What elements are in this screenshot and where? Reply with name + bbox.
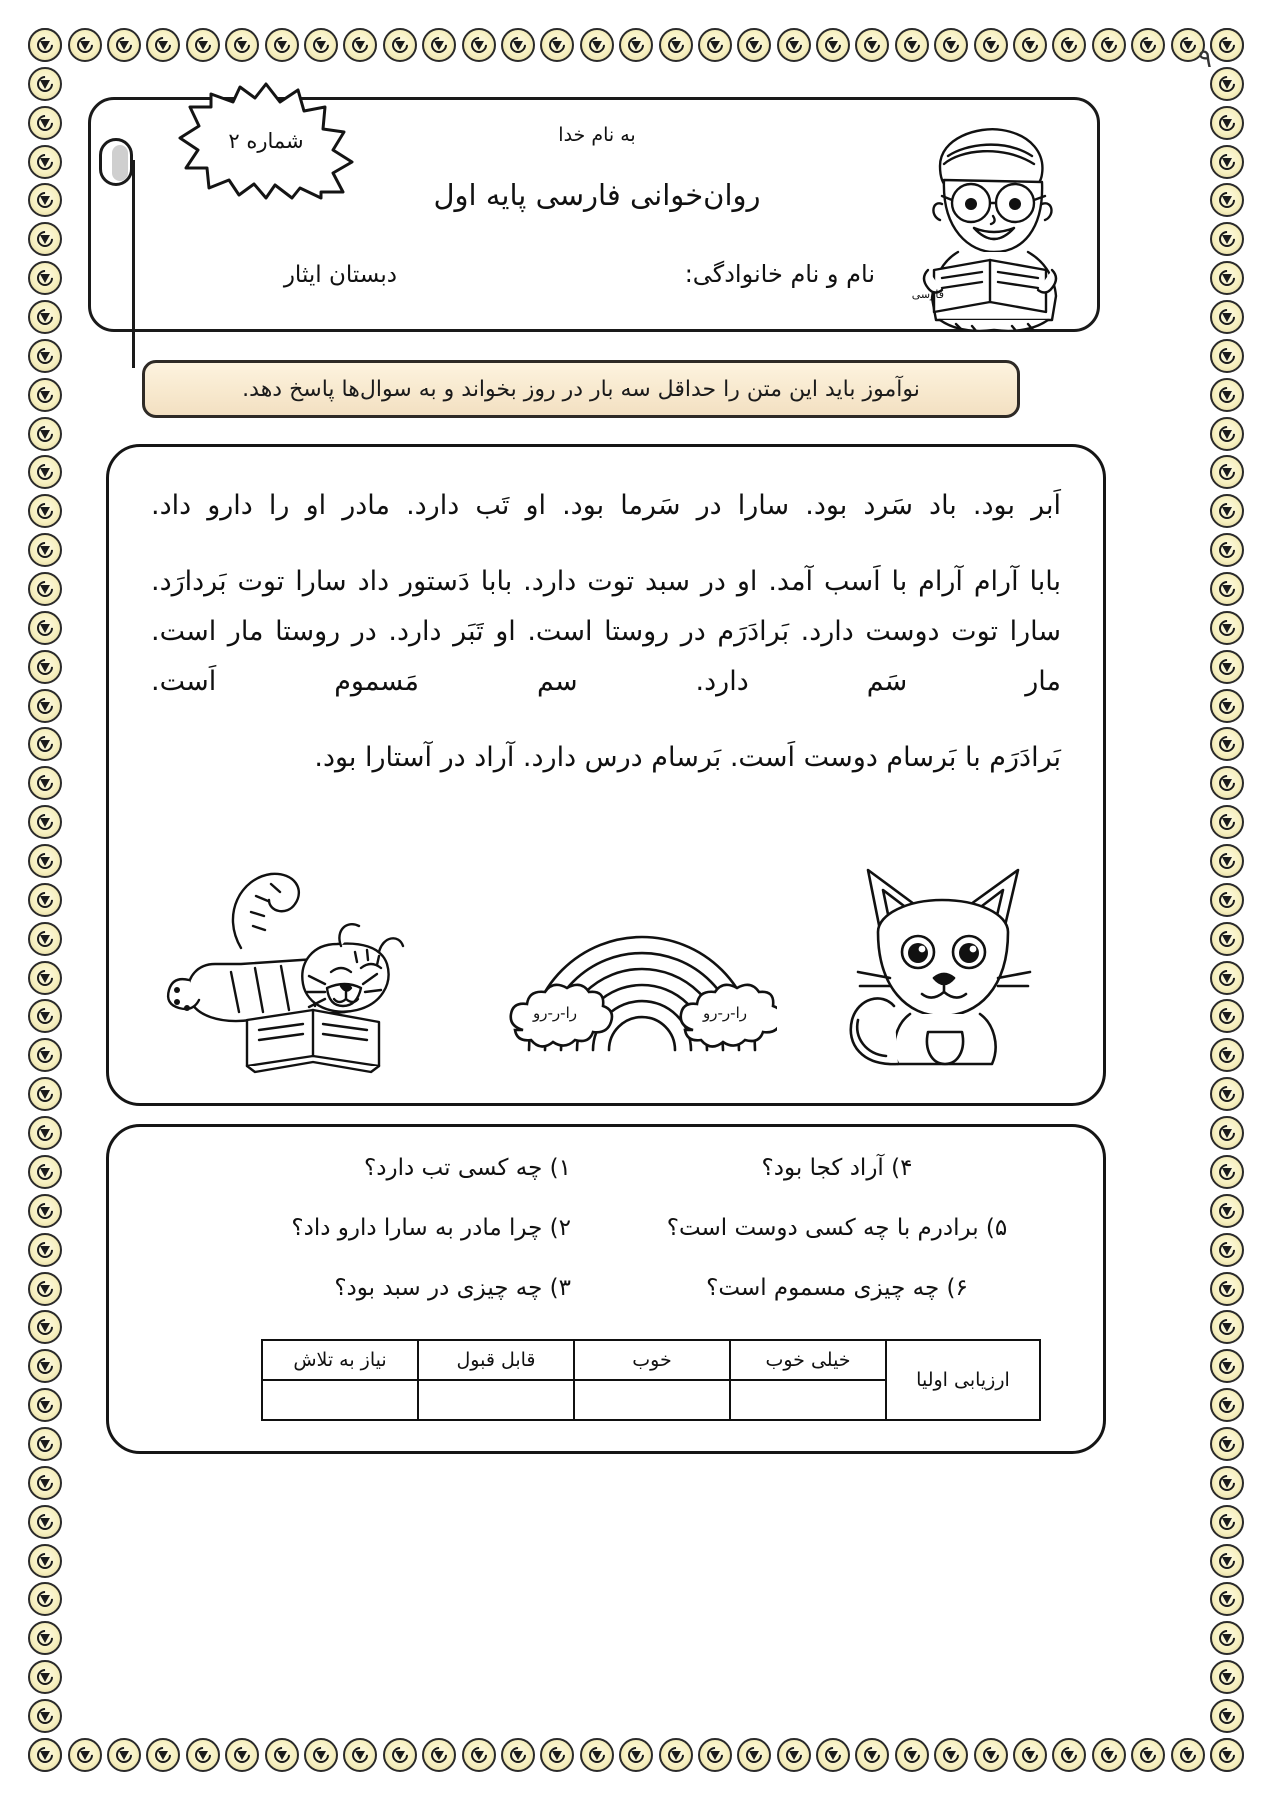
border-bead-clock-icon <box>28 1699 62 1733</box>
border-bead-clock-icon <box>619 1738 653 1772</box>
reading-passage-box <box>106 444 1106 1106</box>
border-bead-clock-icon <box>1131 1738 1165 1772</box>
border-bead-clock-icon <box>1210 1194 1244 1228</box>
border-bead-clock-icon <box>895 1738 929 1772</box>
border-bead-clock-icon <box>816 28 850 62</box>
border-bead-clock-icon <box>28 1116 62 1150</box>
border-bead-clock-icon <box>540 28 574 62</box>
border-bead-clock-icon <box>1210 339 1244 373</box>
border-bead-clock-icon <box>1013 28 1047 62</box>
border-bead-clock-icon <box>1210 145 1244 179</box>
border-bead-clock-icon <box>28 1349 62 1383</box>
border-bead-clock-icon <box>777 1738 811 1772</box>
border-bead-clock-icon <box>1210 1077 1244 1111</box>
border-bead-clock-icon <box>1210 1233 1244 1267</box>
border-bead-clock-icon <box>1210 1505 1244 1539</box>
border-bead-clock-icon <box>1210 766 1244 800</box>
instruction-banner: نوآموز باید این متن را حداقل سه بار در روز بخواند و به سوال‌ها پاسخ دهد. <box>142 360 1020 418</box>
evaluation-mark-cell[interactable] <box>262 1380 418 1420</box>
border-bead-clock-icon <box>1210 572 1244 606</box>
border-bead-clock-icon <box>28 378 62 412</box>
border-bead-clock-icon <box>1210 300 1244 334</box>
boy-reading-illustration <box>882 120 1087 330</box>
border-bead-clock-icon <box>462 28 496 62</box>
border-bead-clock-icon <box>383 1738 417 1772</box>
border-bead-clock-icon <box>855 1738 889 1772</box>
evaluation-level-header: خیلی خوب <box>730 1340 886 1380</box>
border-bead-clock-icon <box>146 28 180 62</box>
border-bead-clock-icon <box>1210 28 1244 62</box>
worksheet-number-label: شماره ۲ <box>228 129 304 153</box>
border-bead-clock-icon <box>1131 28 1165 62</box>
reading-passage <box>151 481 1061 783</box>
border-bead-clock-icon <box>1210 1699 1244 1733</box>
border-bead-clock-icon <box>28 1544 62 1578</box>
border-bead-clock-icon <box>28 650 62 684</box>
border-bead-clock-icon <box>28 611 62 645</box>
border-bead-clock-icon <box>28 1621 62 1655</box>
border-bead-clock-icon <box>28 261 62 295</box>
evaluation-label: ارزیابی اولیا <box>886 1340 1040 1420</box>
border-bead-clock-icon <box>1210 1388 1244 1422</box>
subject-title: روان‌خوانی فارسی پایه اول <box>433 178 761 212</box>
border-bead-clock-icon <box>1210 1310 1244 1344</box>
border-bead-clock-icon <box>225 28 259 62</box>
binder-ring-icon <box>99 138 133 186</box>
border-bead-clock-icon <box>343 1738 377 1772</box>
evaluation-mark-cell[interactable] <box>730 1380 886 1420</box>
border-bead-clock-icon <box>1210 1544 1244 1578</box>
border-bead-clock-icon <box>1210 1116 1244 1150</box>
border-bead-clock-icon <box>68 28 102 62</box>
border-bead-clock-icon <box>28 339 62 373</box>
border-bead-clock-icon <box>28 300 62 334</box>
border-bead-row-top <box>28 28 1244 62</box>
border-bead-clock-icon <box>1210 650 1244 684</box>
border-bead-clock-icon <box>68 1738 102 1772</box>
question-item[interactable]: ۲) چرا مادر به سارا دارو داد؟ <box>291 1215 571 1241</box>
fox-illustration <box>828 860 1063 1089</box>
border-bead-clock-icon <box>28 689 62 723</box>
border-bead-clock-icon <box>28 417 62 451</box>
question-item[interactable]: ۶) چه چیزی مسموم است؟ <box>706 1275 968 1301</box>
border-bead-clock-icon <box>1210 1272 1244 1306</box>
border-bead-clock-icon <box>1013 1738 1047 1772</box>
border-bead-clock-icon <box>28 145 62 179</box>
border-bead-clock-icon <box>895 28 929 62</box>
border-bead-clock-icon <box>1210 805 1244 839</box>
border-bead-clock-icon <box>422 28 456 62</box>
border-bead-clock-icon <box>383 28 417 62</box>
question-item[interactable]: ۱) چه کسی تب دارد؟ <box>364 1155 571 1181</box>
border-bead-clock-icon <box>1210 67 1244 101</box>
border-bead-col-left <box>28 28 62 1772</box>
border-bead-clock-icon <box>1210 1621 1244 1655</box>
border-bead-clock-icon <box>28 1582 62 1616</box>
worksheet-number-badge <box>176 80 356 202</box>
border-bead-clock-icon <box>1210 222 1244 256</box>
border-bead-clock-icon <box>1210 727 1244 761</box>
border-bead-clock-icon <box>28 1738 62 1772</box>
border-bead-clock-icon <box>343 28 377 62</box>
tiger-reading-illustration <box>155 860 455 1089</box>
border-bead-clock-icon <box>1210 183 1244 217</box>
border-bead-clock-icon <box>28 727 62 761</box>
border-bead-clock-icon <box>816 1738 850 1772</box>
border-bead-clock-icon <box>659 28 693 62</box>
border-bead-clock-icon <box>186 1738 220 1772</box>
border-bead-clock-icon <box>501 28 535 62</box>
border-bead-col-right <box>1210 28 1244 1772</box>
border-bead-clock-icon <box>1092 28 1126 62</box>
border-bead-clock-icon <box>107 1738 141 1772</box>
border-bead-clock-icon <box>28 961 62 995</box>
border-bead-clock-icon <box>580 1738 614 1772</box>
parent-evaluation-table <box>261 1339 1041 1421</box>
passage-paragraph: اَبر بود. باد سَرد بود. سارا در سَرما بود. او تَب دارد. مادر او را دارو داد. <box>151 490 1061 521</box>
border-bead-clock-icon <box>1210 494 1244 528</box>
border-bead-clock-icon <box>107 28 141 62</box>
border-bead-clock-icon <box>1210 883 1244 917</box>
evaluation-level-header: نیاز به تلاش <box>262 1340 418 1380</box>
evaluation-level-header: قابل قبول <box>418 1340 574 1380</box>
border-bead-clock-icon <box>580 28 614 62</box>
border-bead-clock-icon <box>422 1738 456 1772</box>
border-bead-clock-icon <box>28 183 62 217</box>
border-bead-clock-icon <box>1210 1038 1244 1072</box>
header-panel <box>88 97 1100 332</box>
border-bead-clock-icon <box>1210 455 1244 489</box>
border-bead-clock-icon <box>225 1738 259 1772</box>
border-bead-clock-icon <box>28 455 62 489</box>
bismillah-text: به نام خدا <box>558 124 636 146</box>
border-bead-clock-icon <box>28 999 62 1033</box>
border-bead-clock-icon <box>974 1738 1008 1772</box>
rainbow-cloud-left-label: را-ر-رو <box>532 1004 577 1022</box>
border-bead-clock-icon <box>186 28 220 62</box>
border-bead-clock-icon <box>28 1155 62 1189</box>
border-bead-clock-icon <box>28 533 62 567</box>
questions-grid <box>149 1155 1063 1301</box>
border-bead-clock-icon <box>619 28 653 62</box>
border-bead-clock-icon <box>28 844 62 878</box>
border-bead-clock-icon <box>28 1038 62 1072</box>
border-bead-clock-icon <box>1210 261 1244 295</box>
border-bead-clock-icon <box>1210 922 1244 956</box>
border-bead-clock-icon <box>28 67 62 101</box>
border-bead-clock-icon <box>1052 1738 1086 1772</box>
border-bead-clock-icon <box>28 883 62 917</box>
evaluation-mark-cell[interactable] <box>574 1380 730 1420</box>
border-bead-row-bottom <box>28 1738 1244 1772</box>
border-bead-clock-icon <box>1210 689 1244 723</box>
border-bead-clock-icon <box>855 28 889 62</box>
question-item[interactable]: ۵) برادرم با چه کسی دوست است؟ <box>666 1215 1008 1241</box>
border-bead-clock-icon <box>1210 106 1244 140</box>
border-bead-clock-icon <box>1210 1582 1244 1616</box>
border-bead-clock-icon <box>1210 999 1244 1033</box>
border-bead-clock-icon <box>28 1233 62 1267</box>
border-bead-clock-icon <box>28 1388 62 1422</box>
border-bead-clock-icon <box>1210 1660 1244 1694</box>
border-bead-clock-icon <box>28 222 62 256</box>
border-bead-clock-icon <box>1210 1466 1244 1500</box>
border-bead-clock-icon <box>28 1660 62 1694</box>
border-bead-clock-icon <box>1210 1427 1244 1461</box>
illustration-strip <box>155 859 1063 1089</box>
border-bead-clock-icon <box>934 28 968 62</box>
border-bead-clock-icon <box>1210 844 1244 878</box>
question-item[interactable]: ۳) چه چیزی در سبد بود؟ <box>334 1275 571 1301</box>
border-bead-clock-icon <box>28 1466 62 1500</box>
border-bead-clock-icon <box>28 805 62 839</box>
passage-paragraph: بابا آرام آرام با اَسب آمد. او در سبد توت دارد. بابا دَستور داد سارا توت بَردارَد. سارا توت دوست دارد. بَرادَرَم در روستا است. او تَبَر دارد. در روستا مار است. مار سَم دارد. سم مَسموم اَست. <box>151 565 1061 697</box>
border-bead-clock-icon <box>1210 533 1244 567</box>
school-name: دبستان ایثار <box>283 262 397 288</box>
border-bead-clock-icon <box>462 1738 496 1772</box>
evaluation-level-header: خوب <box>574 1340 730 1380</box>
passage-paragraph: بَرادَرَم با بَرسام دوست اَست. بَرسام درس دارد. آراد در آستارا بود. <box>314 741 1061 773</box>
border-bead-clock-icon <box>1210 417 1244 451</box>
border-bead-clock-icon <box>28 1427 62 1461</box>
border-bead-clock-icon <box>777 28 811 62</box>
border-bead-clock-icon <box>28 1194 62 1228</box>
student-name-field-label[interactable]: نام و نام خانوادگی: <box>684 260 875 288</box>
border-bead-clock-icon <box>28 1272 62 1306</box>
border-bead-clock-icon <box>974 28 1008 62</box>
border-bead-clock-icon <box>1092 1738 1126 1772</box>
border-bead-clock-icon <box>28 1505 62 1539</box>
border-bead-clock-icon <box>28 1310 62 1344</box>
border-bead-clock-icon <box>1210 1155 1244 1189</box>
border-bead-clock-icon <box>1052 28 1086 62</box>
border-bead-clock-icon <box>501 1738 535 1772</box>
border-bead-clock-icon <box>146 1738 180 1772</box>
border-bead-clock-icon <box>304 1738 338 1772</box>
border-bead-clock-icon <box>1210 611 1244 645</box>
rainbow-illustration <box>507 880 777 1089</box>
border-bead-clock-icon <box>1171 1738 1205 1772</box>
border-bead-clock-icon <box>737 28 771 62</box>
border-bead-clock-icon <box>698 1738 732 1772</box>
border-bead-clock-icon <box>1210 1738 1244 1772</box>
border-bead-clock-icon <box>28 766 62 800</box>
border-bead-clock-icon <box>540 1738 574 1772</box>
book-cover-label: فارسی <box>911 288 944 301</box>
border-bead-clock-icon <box>304 28 338 62</box>
border-bead-clock-icon <box>28 106 62 140</box>
border-bead-clock-icon <box>659 1738 693 1772</box>
border-bead-clock-icon <box>265 28 299 62</box>
border-bead-clock-icon <box>934 1738 968 1772</box>
evaluation-mark-cell[interactable] <box>418 1380 574 1420</box>
border-bead-clock-icon <box>265 1738 299 1772</box>
border-bead-clock-icon <box>737 1738 771 1772</box>
border-bead-clock-icon <box>28 1077 62 1111</box>
table-row <box>262 1340 1040 1380</box>
page-number: ۹ <box>1198 44 1212 74</box>
border-bead-clock-icon <box>28 572 62 606</box>
border-bead-clock-icon <box>28 28 62 62</box>
border-bead-clock-icon <box>28 494 62 528</box>
question-item[interactable]: ۴) آراد کجا بود؟ <box>761 1155 913 1181</box>
border-bead-clock-icon <box>1210 378 1244 412</box>
border-bead-clock-icon <box>698 28 732 62</box>
questions-panel <box>106 1124 1106 1454</box>
border-bead-clock-icon <box>28 922 62 956</box>
border-bead-clock-icon <box>1210 1349 1244 1383</box>
worksheet-content <box>66 44 1212 1738</box>
border-bead-clock-icon <box>1210 961 1244 995</box>
rainbow-cloud-right-label: را-ر-رو <box>702 1004 747 1022</box>
